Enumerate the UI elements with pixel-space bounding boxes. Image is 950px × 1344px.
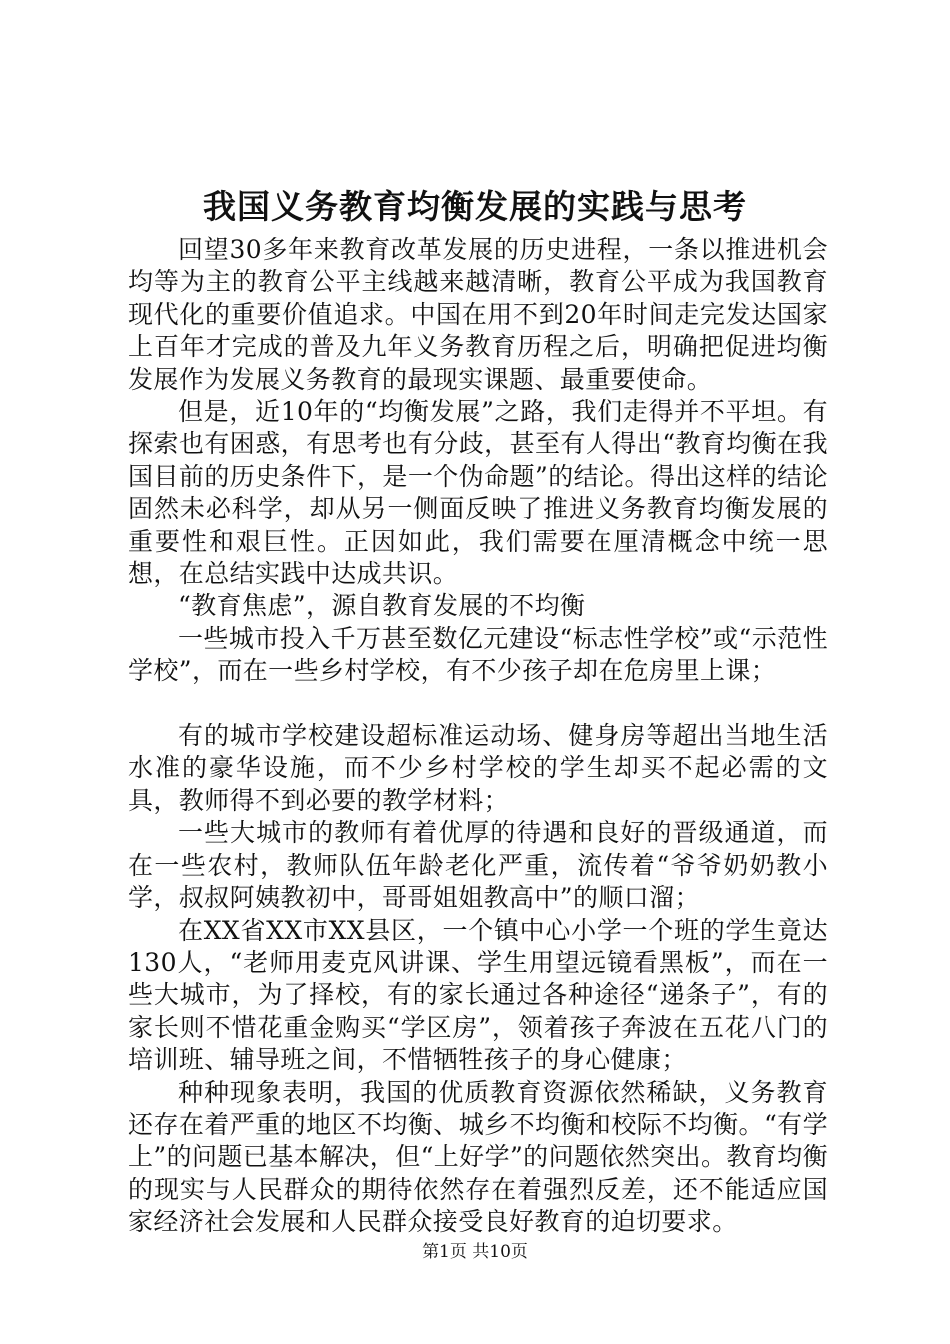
blank-line <box>128 688 828 720</box>
paragraph-7: 种种现象表明，我国的优质教育资源依然稀缺，义务教育还存在着严重的地区不均衡、城乡不均衡和校际不均衡。“有学上”的问题已基本解决，但“上好学”的问题依然突出。教育均衡的现实与人民群众的期待依然存在着强烈反差，还不能适应国家经济社会发展和人民群众接受良好教育的迫切要求。 <box>128 1077 828 1237</box>
paragraph-2: 但是，近10年的“均衡发展”之路，我们走得并不平坦。有探索也有困惑，有思考也有分歧，甚至有人得出“教育均衡在我国目前的历史条件下，是一个伪命题”的结论。得出这样的结论固然未必科学，却从另一侧面反映了推进义务教育均衡发展的重要性和艰巨性。正因如此，我们需要在厘清概念中统一思想，在总结实践中达成共识。 <box>128 397 828 589</box>
document-body <box>128 234 828 1239</box>
paragraph-5: 一些大城市的教师有着优厚的待遇和良好的晋级通道，而在一些农村，教师队伍年龄老化严重，流传着“爷爷奶奶教小学，叔叔阿姨教初中，哥哥姐姐教高中”的顺口溜； <box>128 818 828 913</box>
section-heading: “教育焦虑”，源自教育发展的不均衡 <box>178 591 586 621</box>
paragraph-4: 有的城市学校建设超标准运动场、健身房等超出当地生活水准的豪华设施，而不少乡村学校的学生却买不起必需的文具，教师得不到必要的教学材料； <box>128 721 828 815</box>
paragraph-1: 回望30多年来教育改革发展的历史进程，一条以推进机会均等为主的教育公平主线越来越清晰，教育公平成为我国教育现代化的重要价值追求。中国在用不到20年时间走完发达国家上百年才完成的普及九年义务教育历程之后，明确把促进均衡发展作为发展义务教育的最现实课题、最重要使命。 <box>128 235 828 394</box>
page-number-footer: 第1页 共10页 <box>422 1242 528 1262</box>
paragraph-3: 一些城市投入千万甚至数亿元建设“标志性学校”或“示范性学校”，而在一些乡村学校，有不少孩子却在危房里上课； <box>128 623 828 686</box>
page-title: 我国义务教育均衡发展的实践与思考 <box>203 187 747 226</box>
paragraph-6: 在XX省XX市XX县区，一个镇中心小学一个班的学生竟达130人，“老师用麦克风讲课、学生用望远镜看黑板”，而在一些大城市，为了择校，有的家长通过各种途径“递条子”，有的家长则不惜花重金购买“学区房”，领着孩子奔波在五花八门的培训班、辅导班之间，不惜牺牲孩子的身心健康； <box>128 915 828 1075</box>
